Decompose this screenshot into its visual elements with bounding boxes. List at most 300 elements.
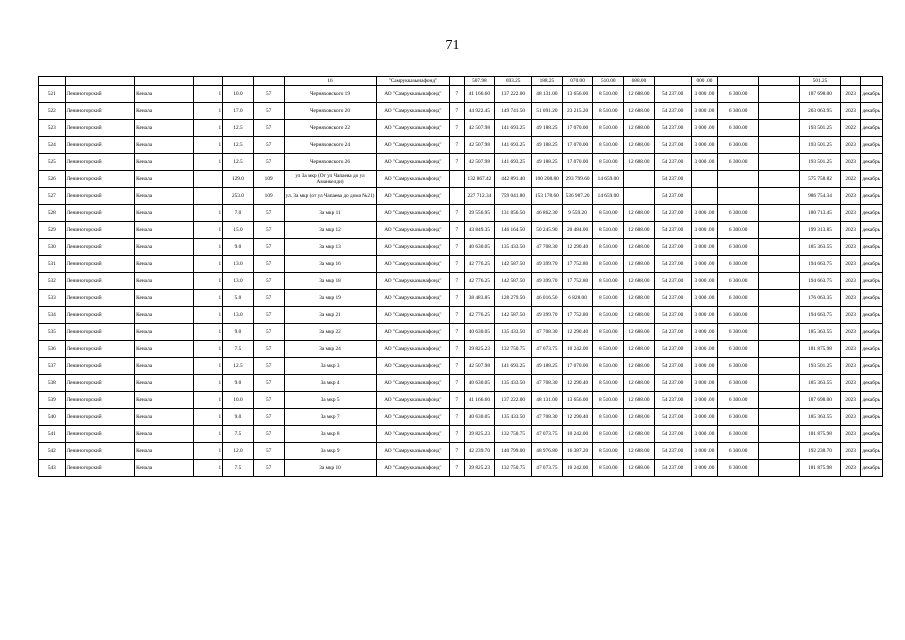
cell-op: АО "Самрукказынафонд" bbox=[376, 358, 450, 375]
cell-c6: 12 688.00 bbox=[624, 256, 655, 273]
cell-len: 253.0 bbox=[223, 188, 254, 205]
cell-c6: 12 688.00 bbox=[624, 86, 655, 103]
cell-month: декабрь bbox=[861, 205, 883, 222]
table-row bbox=[39, 426, 883, 443]
cell-c7: 54 237.00 bbox=[654, 103, 691, 120]
cell-q: 7 bbox=[450, 273, 464, 290]
cell-pct: 57 bbox=[253, 154, 284, 171]
cell-month: декабрь bbox=[861, 307, 883, 324]
cell-len: 9.0 bbox=[223, 409, 254, 426]
cell-c6: 12 688.00 bbox=[624, 392, 655, 409]
cell-c3: 49 188.25 bbox=[532, 120, 563, 137]
cell-n: 534 bbox=[39, 307, 66, 324]
cell-c4: 17 070.00 bbox=[562, 358, 593, 375]
cell-c5: 8 510.00 bbox=[593, 307, 624, 324]
cell-c3: 49 399.70 bbox=[532, 256, 563, 273]
cell-op: АО "Самрукказынафонд" bbox=[376, 307, 450, 324]
cell-c1: 40 630.05 bbox=[464, 239, 495, 256]
cell-n: 531 bbox=[39, 256, 66, 273]
cell-q: 7 bbox=[450, 86, 464, 103]
cell-n: 528 bbox=[39, 205, 66, 222]
cell-operator: "Самрукказынафонд" bbox=[376, 77, 450, 86]
cell-c2: 142 587.50 bbox=[495, 273, 532, 290]
cell-n: 541 bbox=[39, 426, 66, 443]
cell-district: Лениногорский bbox=[65, 290, 135, 307]
cell-n: 527 bbox=[39, 188, 66, 205]
cell-len: 13.0 bbox=[223, 256, 254, 273]
cell-c8: 6 300.00 bbox=[718, 137, 759, 154]
cell-c7: 54 237.00 bbox=[654, 239, 691, 256]
cell-month: декабрь bbox=[861, 154, 883, 171]
cell-q bbox=[450, 188, 464, 205]
cell-c1: 42 776.25 bbox=[464, 307, 495, 324]
cell-year: 2023 bbox=[840, 256, 860, 273]
cell-c3: 49 188.25 bbox=[532, 154, 563, 171]
cell-c7: 54 237.00 bbox=[654, 358, 691, 375]
cell-c6 bbox=[624, 171, 655, 188]
cell-c7: 54 237.00 bbox=[654, 205, 691, 222]
cell-c7: 54 237.00 bbox=[654, 256, 691, 273]
cell-c4: 16 387.20 bbox=[562, 443, 593, 460]
cell-c5: 8 510.00 bbox=[593, 103, 624, 120]
cell-year: 2023 bbox=[840, 205, 860, 222]
cell-n: 535 bbox=[39, 324, 66, 341]
cell-n: 521 bbox=[39, 86, 66, 103]
cell-district: Лениногорский bbox=[65, 426, 135, 443]
cell-op: АО "Самрукказынафонд" bbox=[376, 273, 450, 290]
cell-empty bbox=[759, 392, 800, 409]
cell-pct: 57 bbox=[253, 341, 284, 358]
cell-city: Кенала bbox=[135, 443, 194, 460]
cell-k: 1 bbox=[194, 307, 223, 324]
cell-c6: 12 688.00 bbox=[624, 341, 655, 358]
cell-total: 185 363.55 bbox=[800, 324, 841, 341]
cell-month: декабрь bbox=[861, 290, 883, 307]
cell-empty bbox=[759, 256, 800, 273]
cell-q: 7 bbox=[450, 154, 464, 171]
cell-c8 bbox=[718, 171, 759, 188]
cell-op: АО "Самрукказынафонд" bbox=[376, 409, 450, 426]
cell-code: 3 000 .00 bbox=[691, 426, 718, 443]
cell-c4: 13 656.00 bbox=[562, 86, 593, 103]
cell-year: 2023 bbox=[840, 426, 860, 443]
cell-len: 129.0 bbox=[223, 171, 254, 188]
cell-city: Кенала bbox=[135, 375, 194, 392]
table-row bbox=[39, 443, 883, 460]
cell-month: декабрь bbox=[861, 137, 883, 154]
cell-empty bbox=[759, 120, 800, 137]
cell-year: 2023 bbox=[840, 239, 860, 256]
cell-c3: 188.25 bbox=[532, 77, 563, 86]
cell-total: 199 313.85 bbox=[800, 222, 841, 239]
cell-c1: 39 825.23 bbox=[464, 341, 495, 358]
table-row bbox=[39, 171, 883, 188]
cell-c6: 12 688.00 bbox=[624, 443, 655, 460]
cell-district: Лениногорский bbox=[65, 120, 135, 137]
cell-street: 3а мкр 22 bbox=[284, 324, 376, 341]
cell-c5: 8 510.00 bbox=[593, 409, 624, 426]
page-number: 71 bbox=[445, 38, 460, 53]
cell-k: 1 bbox=[194, 239, 223, 256]
cell-district: Лениногорский bbox=[65, 171, 135, 188]
cell-len: 12.5 bbox=[223, 137, 254, 154]
cell-len: 13.0 bbox=[223, 307, 254, 324]
table-row bbox=[39, 86, 883, 103]
cell-c5: 8 510.00 bbox=[593, 375, 624, 392]
cell-total: 193 501.25 bbox=[800, 154, 841, 171]
cell-total: 192 238.70 bbox=[800, 443, 841, 460]
register-table bbox=[38, 76, 883, 477]
cell-len: 12.0 bbox=[223, 443, 254, 460]
cell-c5: 8 510.00 bbox=[593, 426, 624, 443]
cell-pct: 57 bbox=[253, 103, 284, 120]
cell-empty bbox=[759, 358, 800, 375]
cell-op: АО "Самрукказынафонд" bbox=[376, 188, 450, 205]
cell-city: Кенала bbox=[135, 256, 194, 273]
cell-total: 185 363.55 bbox=[800, 375, 841, 392]
cell-street: 3а мкр 24 bbox=[284, 341, 376, 358]
cell-street: 3а мкр 12 bbox=[284, 222, 376, 239]
cell-empty bbox=[759, 137, 800, 154]
cell-len: 12.5 bbox=[223, 120, 254, 137]
cell-c5: 8 510.00 bbox=[593, 256, 624, 273]
cell-street: 3а мкр 4 bbox=[284, 375, 376, 392]
cell-year: 2023 bbox=[840, 188, 860, 205]
cell-c7: 54 237.00 bbox=[654, 307, 691, 324]
cell-c1: 39 825.23 bbox=[464, 460, 495, 477]
cell-c4: 10 242.00 bbox=[562, 426, 593, 443]
cell-c1: 42 239.70 bbox=[464, 443, 495, 460]
cell-district: Лениногорский bbox=[65, 358, 135, 375]
table-row bbox=[39, 188, 883, 205]
cell-c6: 12 688.00 bbox=[624, 460, 655, 477]
cell-pct: 109 bbox=[253, 188, 284, 205]
cell-month: декабрь bbox=[861, 120, 883, 137]
cell-year: 2023 bbox=[840, 443, 860, 460]
table-row bbox=[39, 409, 883, 426]
cell-city: Кенала bbox=[135, 239, 194, 256]
cell-c6: 12 688.00 bbox=[624, 120, 655, 137]
cell-year: 2023 bbox=[840, 290, 860, 307]
cell-c1: 42 507.98 bbox=[464, 154, 495, 171]
cell-city: Кенала bbox=[135, 103, 194, 120]
cell-total: 575 758.82 bbox=[800, 171, 841, 188]
cell-code bbox=[691, 188, 718, 205]
cell-year: 2023 bbox=[840, 341, 860, 358]
cell-c5: 8 510.00 bbox=[593, 324, 624, 341]
cell-k: 1 bbox=[194, 86, 223, 103]
cell-op: АО "Самрукказынафонд" bbox=[376, 205, 450, 222]
cell-q: 7 bbox=[450, 103, 464, 120]
cell-q: 7 bbox=[450, 307, 464, 324]
cell-year: 2023 bbox=[840, 137, 860, 154]
cell-c8: 6 300.00 bbox=[718, 256, 759, 273]
cell-c4: 070.00 bbox=[562, 77, 593, 86]
cell-c8: 6 300.00 bbox=[718, 154, 759, 171]
cell-c1: 42 776.25 bbox=[464, 256, 495, 273]
cell-c1: 227 712.34 bbox=[464, 188, 495, 205]
cell-c8: 6 300.00 bbox=[718, 460, 759, 477]
table-row bbox=[39, 290, 883, 307]
cell-len: 10.0 bbox=[223, 392, 254, 409]
cell-op: АО "Самрукказынафонд" bbox=[376, 86, 450, 103]
cell-c7: 54 237.00 bbox=[654, 120, 691, 137]
cell-month: декабрь bbox=[861, 409, 883, 426]
cell-c5: 8 510.00 bbox=[593, 290, 624, 307]
table-row bbox=[39, 324, 883, 341]
cell-c1: 41 166.60 bbox=[464, 392, 495, 409]
cell-n: 522 bbox=[39, 103, 66, 120]
cell-month: декабрь bbox=[861, 86, 883, 103]
cell-total: 176 063.35 bbox=[800, 290, 841, 307]
cell-c7: 54 237.00 bbox=[654, 409, 691, 426]
cell-c5: 8 510.00 bbox=[593, 443, 624, 460]
table-row bbox=[39, 307, 883, 324]
cell-c4: 10 242.00 bbox=[562, 341, 593, 358]
cell-district: Лениногорский bbox=[65, 409, 135, 426]
cell-q: 7 bbox=[450, 290, 464, 307]
cell-empty bbox=[759, 171, 800, 188]
cell-district: Лениногорский bbox=[65, 273, 135, 290]
cell-c4: 23 215.20 bbox=[562, 103, 593, 120]
table-row bbox=[39, 375, 883, 392]
cell-c2: 141 693.25 bbox=[495, 120, 532, 137]
cell-k bbox=[194, 188, 223, 205]
cell-c6: 12 688.00 bbox=[624, 307, 655, 324]
cell-c2: 442 891.40 bbox=[495, 171, 532, 188]
cell-year: 2023 bbox=[840, 154, 860, 171]
cell-op: АО "Самрукказынафонд" bbox=[376, 460, 450, 477]
cell-code: 3 000 .00 bbox=[691, 358, 718, 375]
cell-code: 3 000 .00 bbox=[691, 239, 718, 256]
table-row bbox=[39, 205, 883, 222]
cell-c8: 6 300.00 bbox=[718, 205, 759, 222]
cell-c7: 54 237.00 bbox=[654, 392, 691, 409]
cell-c1: 41 166.60 bbox=[464, 86, 495, 103]
cell-empty bbox=[759, 154, 800, 171]
cell-c7: 54 237.00 bbox=[654, 188, 691, 205]
cell-total: 180 713.45 bbox=[800, 205, 841, 222]
cell-k: 1 bbox=[194, 341, 223, 358]
cell-n: 530 bbox=[39, 239, 66, 256]
cell-op: АО "Самрукказынафонд" bbox=[376, 256, 450, 273]
cell-year: 2023 bbox=[840, 273, 860, 290]
cell-c1: 42 507.98 bbox=[464, 137, 495, 154]
cell-month: декабрь bbox=[861, 341, 883, 358]
cell-district: Лениногорский bbox=[65, 103, 135, 120]
cell-c8: 6 300.00 bbox=[718, 324, 759, 341]
cell-pct: 57 bbox=[253, 256, 284, 273]
cell-len: 9.0 bbox=[223, 375, 254, 392]
cell-c5: 510.00 bbox=[593, 77, 624, 86]
cell-c2: 132 750.75 bbox=[495, 460, 532, 477]
cell-pct: 57 bbox=[253, 239, 284, 256]
cell-c5: 14 659.00 bbox=[593, 188, 624, 205]
cell-month: декабрь bbox=[861, 443, 883, 460]
cell-district: Лениногорский bbox=[65, 205, 135, 222]
cell-empty bbox=[759, 460, 800, 477]
cell-q: 7 bbox=[450, 443, 464, 460]
cell-year: 2023 bbox=[840, 103, 860, 120]
cell-empty bbox=[759, 307, 800, 324]
cell-c4: 17 070.00 bbox=[562, 154, 593, 171]
cell-month: декабрь bbox=[861, 324, 883, 341]
cell-len: 12.5 bbox=[223, 154, 254, 171]
cell-c2: 128 279.50 bbox=[495, 290, 532, 307]
cell-c3: 100 208.80 bbox=[532, 171, 563, 188]
cell-code: 3 000 .00 bbox=[691, 273, 718, 290]
cell-c5: 8 510.00 bbox=[593, 222, 624, 239]
cell-c6: 12 688.00 bbox=[624, 324, 655, 341]
cell-c8: 6 300.00 bbox=[718, 222, 759, 239]
cell-c4: 6 828.00 bbox=[562, 290, 593, 307]
cell-c5: 8 510.00 bbox=[593, 86, 624, 103]
cell-q: 7 bbox=[450, 239, 464, 256]
cell-street: 3а мкр 19 bbox=[284, 290, 376, 307]
cell-c2: 141 693.25 bbox=[495, 137, 532, 154]
cell-total: 185 363.55 bbox=[800, 239, 841, 256]
cell-pct: 57 bbox=[253, 443, 284, 460]
cell-total: 187 698.00 bbox=[800, 86, 841, 103]
cell-street: Черняховского 26 bbox=[284, 154, 376, 171]
cell-c4: 20 484.00 bbox=[562, 222, 593, 239]
cell-c8: 6 300.00 bbox=[718, 409, 759, 426]
cell-month: декабрь bbox=[861, 375, 883, 392]
cell-c5: 8 510.00 bbox=[593, 460, 624, 477]
cell-op: АО "Самрукказынафонд" bbox=[376, 324, 450, 341]
cell-district: Лениногорский bbox=[65, 324, 135, 341]
cell-c5: 8 510.00 bbox=[593, 341, 624, 358]
cell-city: Кенала bbox=[135, 409, 194, 426]
cell-pct: 57 bbox=[253, 120, 284, 137]
cell-pct: 109 bbox=[253, 171, 284, 188]
cell-c2: 149 741.50 bbox=[495, 103, 532, 120]
cell-c4: 17 070.00 bbox=[562, 137, 593, 154]
cell-q: 7 bbox=[450, 460, 464, 477]
cell-district: Лениногорский bbox=[65, 239, 135, 256]
cell-c2: 135 433.50 bbox=[495, 375, 532, 392]
cell-c4: 9 559.20 bbox=[562, 205, 593, 222]
cell-c3: 49 399.70 bbox=[532, 307, 563, 324]
cell-c6: 12 688.00 bbox=[624, 222, 655, 239]
cell-op: АО "Самрукказынафонд" bbox=[376, 222, 450, 239]
cell-c2: 759 041.80 bbox=[495, 188, 532, 205]
cell-c3: 48 976.80 bbox=[532, 443, 563, 460]
cell-street: 3а мкр 3 bbox=[284, 358, 376, 375]
cell-c3: 47 073.75 bbox=[532, 341, 563, 358]
cell-city: Кенала bbox=[135, 358, 194, 375]
cell-c3: 49 188.25 bbox=[532, 137, 563, 154]
cell-c7: 54 237.00 bbox=[654, 273, 691, 290]
cell-street: 3а мкр 9 bbox=[284, 443, 376, 460]
cell-q bbox=[450, 171, 464, 188]
cell-street: ул 3а мкр (От ул Чапаева до ул Аманкелди) bbox=[284, 171, 376, 188]
cell-op: АО "Самрукказынафонд" bbox=[376, 341, 450, 358]
cell-op: АО "Самрукказынафонд" bbox=[376, 137, 450, 154]
cell-year: 2023 bbox=[840, 222, 860, 239]
cell-n: 526 bbox=[39, 171, 66, 188]
cell-code: 3 000 .00 bbox=[691, 137, 718, 154]
cell-city: Кенала bbox=[135, 137, 194, 154]
cell-pct: 57 bbox=[253, 205, 284, 222]
cell-code: 3 000 .00 bbox=[691, 460, 718, 477]
cell-c1: 40 630.05 bbox=[464, 409, 495, 426]
cell-city: Кенала bbox=[135, 188, 194, 205]
cell-street: Черняховского 20 bbox=[284, 103, 376, 120]
cell-code: 3 000 .00 bbox=[691, 154, 718, 171]
cell-c8: 6 300.00 bbox=[718, 86, 759, 103]
cell-month: декабрь bbox=[861, 188, 883, 205]
cell-c3: 46 862.30 bbox=[532, 205, 563, 222]
cell-k: 1 bbox=[194, 290, 223, 307]
cell-city: Кенала bbox=[135, 426, 194, 443]
cell-c3: 46 016.50 bbox=[532, 290, 563, 307]
cell-code: 3 000 .00 bbox=[691, 103, 718, 120]
cell-c4: 536 987.20 bbox=[562, 188, 593, 205]
cell-n: 543 bbox=[39, 460, 66, 477]
table-row bbox=[39, 137, 883, 154]
cell-pct: 57 bbox=[253, 426, 284, 443]
cell-c8: 6 300.00 bbox=[718, 358, 759, 375]
cell-len: 10.0 bbox=[223, 86, 254, 103]
cell-c7: 54 237.00 bbox=[654, 341, 691, 358]
cell-c7: 54 237.00 bbox=[654, 137, 691, 154]
cell-k: 1 bbox=[194, 154, 223, 171]
cell-c2: 142 587.50 bbox=[495, 256, 532, 273]
cell-empty bbox=[759, 239, 800, 256]
cell-c7: 54 237.00 bbox=[654, 375, 691, 392]
cell-c7: 54 237.00 bbox=[654, 86, 691, 103]
cell-district: Лениногорский bbox=[65, 256, 135, 273]
cell-street: 16 bbox=[284, 77, 376, 86]
cell-c1: 40 630.05 bbox=[464, 375, 495, 392]
cell-c6: 12 688.00 bbox=[624, 375, 655, 392]
cell-district: Лениногорский bbox=[65, 222, 135, 239]
cell-c4: 12 290.40 bbox=[562, 324, 593, 341]
cell-c8: 6 300.00 bbox=[718, 290, 759, 307]
cell-c4: 12 290.40 bbox=[562, 409, 593, 426]
cell-total: 501.25 bbox=[800, 77, 841, 86]
cell-code: 3 000 .00 bbox=[691, 307, 718, 324]
cell-q: 7 bbox=[450, 137, 464, 154]
cell-street: Черняховского 19 bbox=[284, 86, 376, 103]
cell-pct: 57 bbox=[253, 375, 284, 392]
cell-c8: 6 300.00 bbox=[718, 239, 759, 256]
cell-pct: 57 bbox=[253, 409, 284, 426]
cell-c4: 10 242.00 bbox=[562, 460, 593, 477]
table-row bbox=[39, 154, 883, 171]
cell-city: Кенала bbox=[135, 86, 194, 103]
table-row bbox=[39, 358, 883, 375]
cell-n: 538 bbox=[39, 375, 66, 392]
cell-year: 2023 bbox=[840, 86, 860, 103]
cell-pct: 57 bbox=[253, 273, 284, 290]
cell-op: АО "Самрукказынафонд" bbox=[376, 426, 450, 443]
cell-c3: 49 188.25 bbox=[532, 358, 563, 375]
cell-pct: 57 bbox=[253, 358, 284, 375]
cell-len: 5.0 bbox=[223, 290, 254, 307]
cell-c3: 47 708.30 bbox=[532, 324, 563, 341]
cell-c3: 47 073.75 bbox=[532, 426, 563, 443]
cell-len: 7.5 bbox=[223, 460, 254, 477]
cell-c1: 38 483.85 bbox=[464, 290, 495, 307]
cell-c2: 142 587.50 bbox=[495, 307, 532, 324]
cell-k: 1 bbox=[194, 222, 223, 239]
cell-c6: 12 688.00 bbox=[624, 290, 655, 307]
cell-q: 7 bbox=[450, 375, 464, 392]
table-row bbox=[39, 256, 883, 273]
cell-c6: 12 688.00 bbox=[624, 426, 655, 443]
